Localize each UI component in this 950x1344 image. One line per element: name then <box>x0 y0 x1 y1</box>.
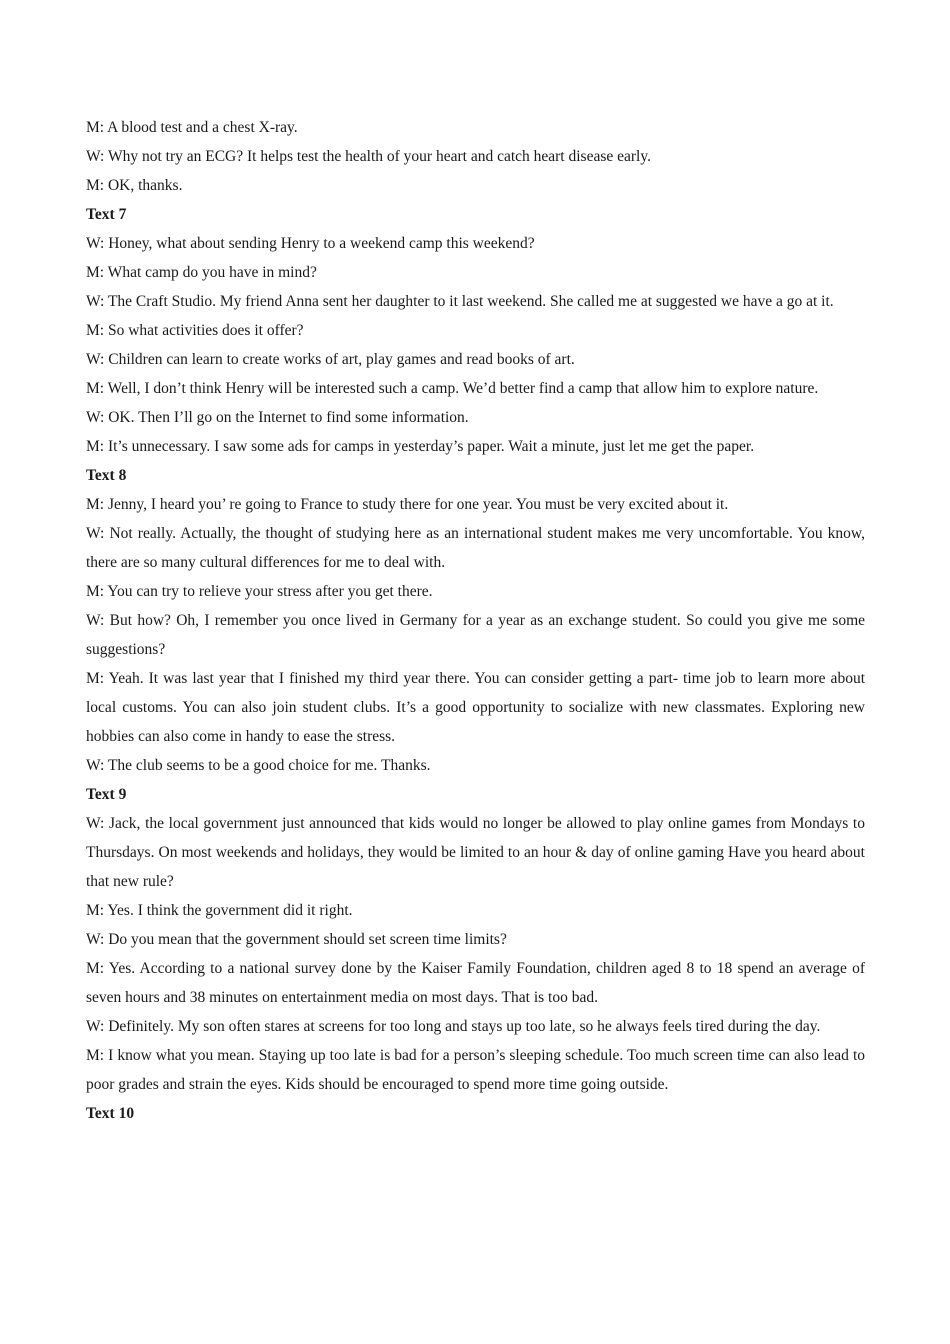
dialogue-line: W: Not really. Actually, the thought of studying here as an international student makes me very uncomfortable. You know, there are so many cultural differences for me to deal with. <box>86 525 865 571</box>
dialogue-line: M: Yes. I think the government did it right. <box>86 902 353 919</box>
dialogue-line: M: Yes. According to a national survey done by the Kaiser Family Foundation, children aged 8 to 18 spend an average of seven hours and 38 minutes on entertainment media on most days. That is too bad. <box>86 960 865 1006</box>
dialogue-line: W: The club seems to be a good choice for me. Thanks. <box>86 757 431 774</box>
section-heading: Text 9 <box>86 786 127 803</box>
dialogue-line: W: OK. Then I’ll go on the Internet to find some information. <box>86 409 469 426</box>
section-heading: Text 8 <box>86 467 127 484</box>
dialogue-line: W: Why not try an ECG? It helps test the health of your heart and catch heart disease early. <box>86 148 651 165</box>
dialogue-line: M: Yeah. It was last year that I finished my third year there. You can consider getting a part- time job to learn more about local customs. You can also join student clubs. It’s a good opportunity to socialize with new classmates. Exploring new hobbies can also come in handy to ease the stress. <box>86 670 865 745</box>
dialogue-line: M: I know what you mean. Staying up too late is bad for a person’s sleeping schedule. Too much screen time can also lead to poor grades and strain the eyes. Kids should be encouraged to spend more time going outside. <box>86 1047 865 1093</box>
dialogue-line: M: OK, thanks. <box>86 177 183 194</box>
transcript-body <box>86 113 865 1128</box>
dialogue-line: W: Children can learn to create works of art, play games and read books of art. <box>86 351 575 368</box>
dialogue-line: M: So what activities does it offer? <box>86 322 304 339</box>
section-heading: Text 10 <box>86 1105 135 1122</box>
dialogue-line: M: A blood test and a chest X-ray. <box>86 119 298 136</box>
dialogue-line: M: It’s unnecessary. I saw some ads for camps in yesterday’s paper. Wait a minute, just let me get the paper. <box>86 438 755 455</box>
dialogue-line: M: Jenny, I heard you’ re going to France to study there for one year. You must be very excited about it. <box>86 496 729 513</box>
dialogue-line: M: Well, I don’t think Henry will be interested such a camp. We’d better find a camp that allow him to explore nature. <box>86 380 819 397</box>
dialogue-line: W: Jack, the local government just announced that kids would no longer be allowed to play online games from Mondays to Thursdays. On most weekends and holidays, they would be limited to an hour & day of online gaming Have you heard about that new rule? <box>86 815 865 890</box>
dialogue-line: M: You can try to relieve your stress after you get there. <box>86 583 433 600</box>
dialogue-line: W: But how? Oh, I remember you once lived in Germany for a year as an exchange student. So could you give me some suggestions? <box>86 612 865 658</box>
dialogue-line: M: What camp do you have in mind? <box>86 264 317 281</box>
section-heading: Text 7 <box>86 206 127 223</box>
dialogue-line: W: The Craft Studio. My friend Anna sent her daughter to it last weekend. She called me at suggested we have a go at it. <box>86 293 834 310</box>
dialogue-line: W: Do you mean that the government should set screen time limits? <box>86 931 507 948</box>
dialogue-line: W: Definitely. My son often stares at screens for too long and stays up too late, so he always feels tired during the day. <box>86 1018 821 1035</box>
dialogue-line: W: Honey, what about sending Henry to a weekend camp this weekend? <box>86 235 535 252</box>
